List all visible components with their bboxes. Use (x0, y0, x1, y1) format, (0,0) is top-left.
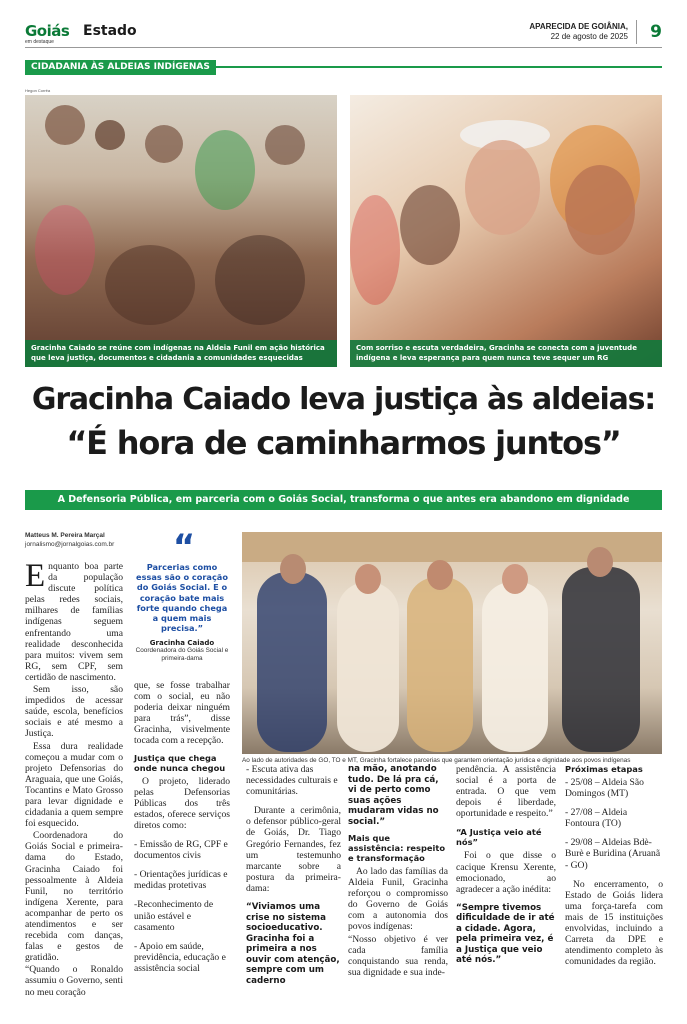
article-column-2 (134, 680, 230, 982)
paragraph: O projeto, liderado pelas Defensorias Públicas dos três estados, oferece serviços diretos como: (134, 775, 230, 831)
article-column-1 (25, 558, 123, 999)
photo-youth-meeting[interactable] (350, 95, 662, 367)
photo-caption-bottom: Ao lado de autoridades de GO, TO e MT, Gracinha fortalece parcerias que garantem orientação jurídica e dignidade aos povos indígenas (242, 757, 631, 764)
photo-authorities[interactable] (242, 532, 662, 754)
paragraph: Ao lado das famílias da Aldeia Funil, Gracinha reforçou o compromisso do Governo de Goiás com a autonomia dos povos indígenas: (348, 866, 448, 933)
pull-quote-role: Coordenadora do Goiás Social e primeira-dama (135, 647, 229, 663)
paragraph: Coordenadora do Goiás Social e primeira-dama do Estado, Gracinha Caiado foi pessoalmente à Aldeia Funil, no território indígena Xerente, para acompanhar de perto os atendimentos e ser recebida com danças, falas e gestos de gratidão. (25, 830, 123, 964)
photo-caption-left: Gracinha Caiado se reúne com indígenas na Aldeia Funil em ação histórica que leva justiça, documentos e cidadania a comunidades esquecidas (25, 340, 337, 367)
block-quote: “Sempre tivemos dificuldade de ir até a cidade. Agora, pela primeira vez, é a Justiça que veio até nós.” (456, 902, 555, 966)
logo-wordmark: Goiás (25, 22, 70, 40)
block-quote: “Viviamos uma crise no sistema socioeducativo. Gracinha foi a primeira a nos ouvir com atenção, sempre com um caderno (246, 902, 340, 986)
logo-tagline: em destaque (25, 39, 54, 45)
paragraph: Foi o que disse o cacique Krensu Xerente, emocionado, ao agradecer a ação inédita: (456, 850, 556, 895)
newspaper-logo[interactable] (25, 22, 80, 46)
pull-quote (134, 527, 230, 663)
list-item: - 25/08 – Aldeia São Domingos (MT) (565, 777, 644, 800)
list-item: - 27/08 – Aldeia Fontoura (TO) (565, 807, 628, 830)
paragraph: Essa dura realidade começou a mudar com o projeto Defensorias do Araguaia, que une Goiás, Tocantins e Mato Grosso para levar dignidade e cidadania a quem sempre foi esquecido. (25, 740, 123, 830)
edition-city: APARECIDA DE GOIÂNIA, (529, 22, 628, 31)
edition-date: 22 de agosto de 2025 (550, 32, 628, 41)
photo-credit: Hegon Corrêa (25, 88, 51, 93)
list-item: - Orientações jurídicas e medidas protetivas (134, 869, 228, 892)
drop-cap: E (25, 558, 46, 594)
paragraph: Enquanto boa parte da população discute política pelas redes sociais, milhares de famílias indígenas seguem enfrentando uma realidade desconhecida para muitos: vivem sem RG, sem CPF, sem certidão de nascimento. (25, 558, 123, 683)
paragraph: Sem isso, são impedidos de acessar saúde, escola, benefícios sociais e até mesmo a Justiça. (25, 684, 123, 740)
headline (25, 380, 662, 466)
edition-info (529, 22, 628, 42)
paragraph: No encerramento, o Estado de Goiás lidera uma força-tarefa com mais de 15 instituições envolvidas, incluindo a Carreta da DPE e atendimento completo às comunidades da região. (565, 878, 663, 968)
photo-caption-right: Com sorriso e escuta verdadeira, Gracinha se conecta com a juventude indígena e leva esperança para quem nunca teve sequer um RG (350, 340, 662, 367)
pull-quote-name: Gracinha Caiado (149, 639, 215, 648)
article-column-3 (246, 764, 341, 991)
photo-aldeia-group[interactable] (25, 95, 337, 367)
category-tag: CIDADANIA ÀS ALDEIAS INDÍGENAS (25, 60, 216, 75)
quote-mark-icon: “ (172, 527, 192, 567)
pull-quote-text: Parcerias como essas são o coração do Goiás Social. E o coração bate mais forte quando chega a quem mais precisa.” (136, 562, 228, 634)
page-number: 9 (636, 20, 662, 44)
subheadline: A Defensoria Pública, em parceria com o Goiás Social, transforma o que antes era abandono em dignidade (25, 490, 662, 510)
block-quote: na mão, anotando tudo. De lá pra cá, vi de perto como suas ações mudaram vidas no social.” (348, 764, 439, 827)
paragraph: pendência. A assistência social é a porta de entrada. O que vem depois é liberdade, oportunidade e respeito.” (456, 764, 556, 820)
list-item: - Emissão de RG, CPF e documentos civis (134, 839, 228, 862)
paragraph: “Nosso objetivo é ver cada família conquistando sua renda, sua dignidade e sua inde- (348, 933, 448, 978)
masthead (25, 20, 662, 48)
section-heading: Próximas etapas (565, 764, 643, 774)
byline (25, 531, 114, 549)
list-item: - 29/08 – Aldeias Bdè-Burè e Buridina (Aruanã - GO) (565, 837, 661, 871)
headline-line-2: “É hora de caminharmos juntos” (66, 424, 621, 462)
article-column-6 (565, 764, 663, 968)
paragraph: - Escuta ativa das necessidades culturais e comunitárias. (246, 764, 338, 798)
paragraph: que, se fosse trabalhar com o social, eu não poderia deixar ninguém para trás”, disse Gracinha, visivelmente tocada com a recepção. (134, 680, 230, 747)
paragraph: “Quando o Ronaldo assumiu o Governo, senti no meu coração (25, 964, 123, 998)
article-column-4 (348, 764, 448, 979)
list-item: - Apoio em saúde, previdência, educação e assistência social (134, 940, 226, 974)
paragraph: Durante a cerimônia, o defensor público-geral de Goiás, Dr. Tiago Gregório Fernandes, fez um testemunho marcante sobre a postura da primeira-dama: (246, 805, 341, 894)
author-email[interactable]: jornalismo@jornalgoias.com.br (25, 541, 115, 548)
author-name: Matteus M. Pereira Marçal (25, 532, 105, 539)
section-heading: Justiça que chega onde nunca chegou (134, 752, 226, 773)
section-title: Estado (83, 23, 137, 39)
headline-line-1: Gracinha Caiado leva justiça às aldeias: (31, 382, 656, 417)
list-item: -Reconhecimento de união estável e casamento (134, 899, 214, 933)
article-column-5 (456, 764, 556, 971)
section-heading: Mais que assistência: respeito e transformação (348, 833, 446, 863)
section-heading: “A Justiça veio até nós” (456, 827, 542, 848)
